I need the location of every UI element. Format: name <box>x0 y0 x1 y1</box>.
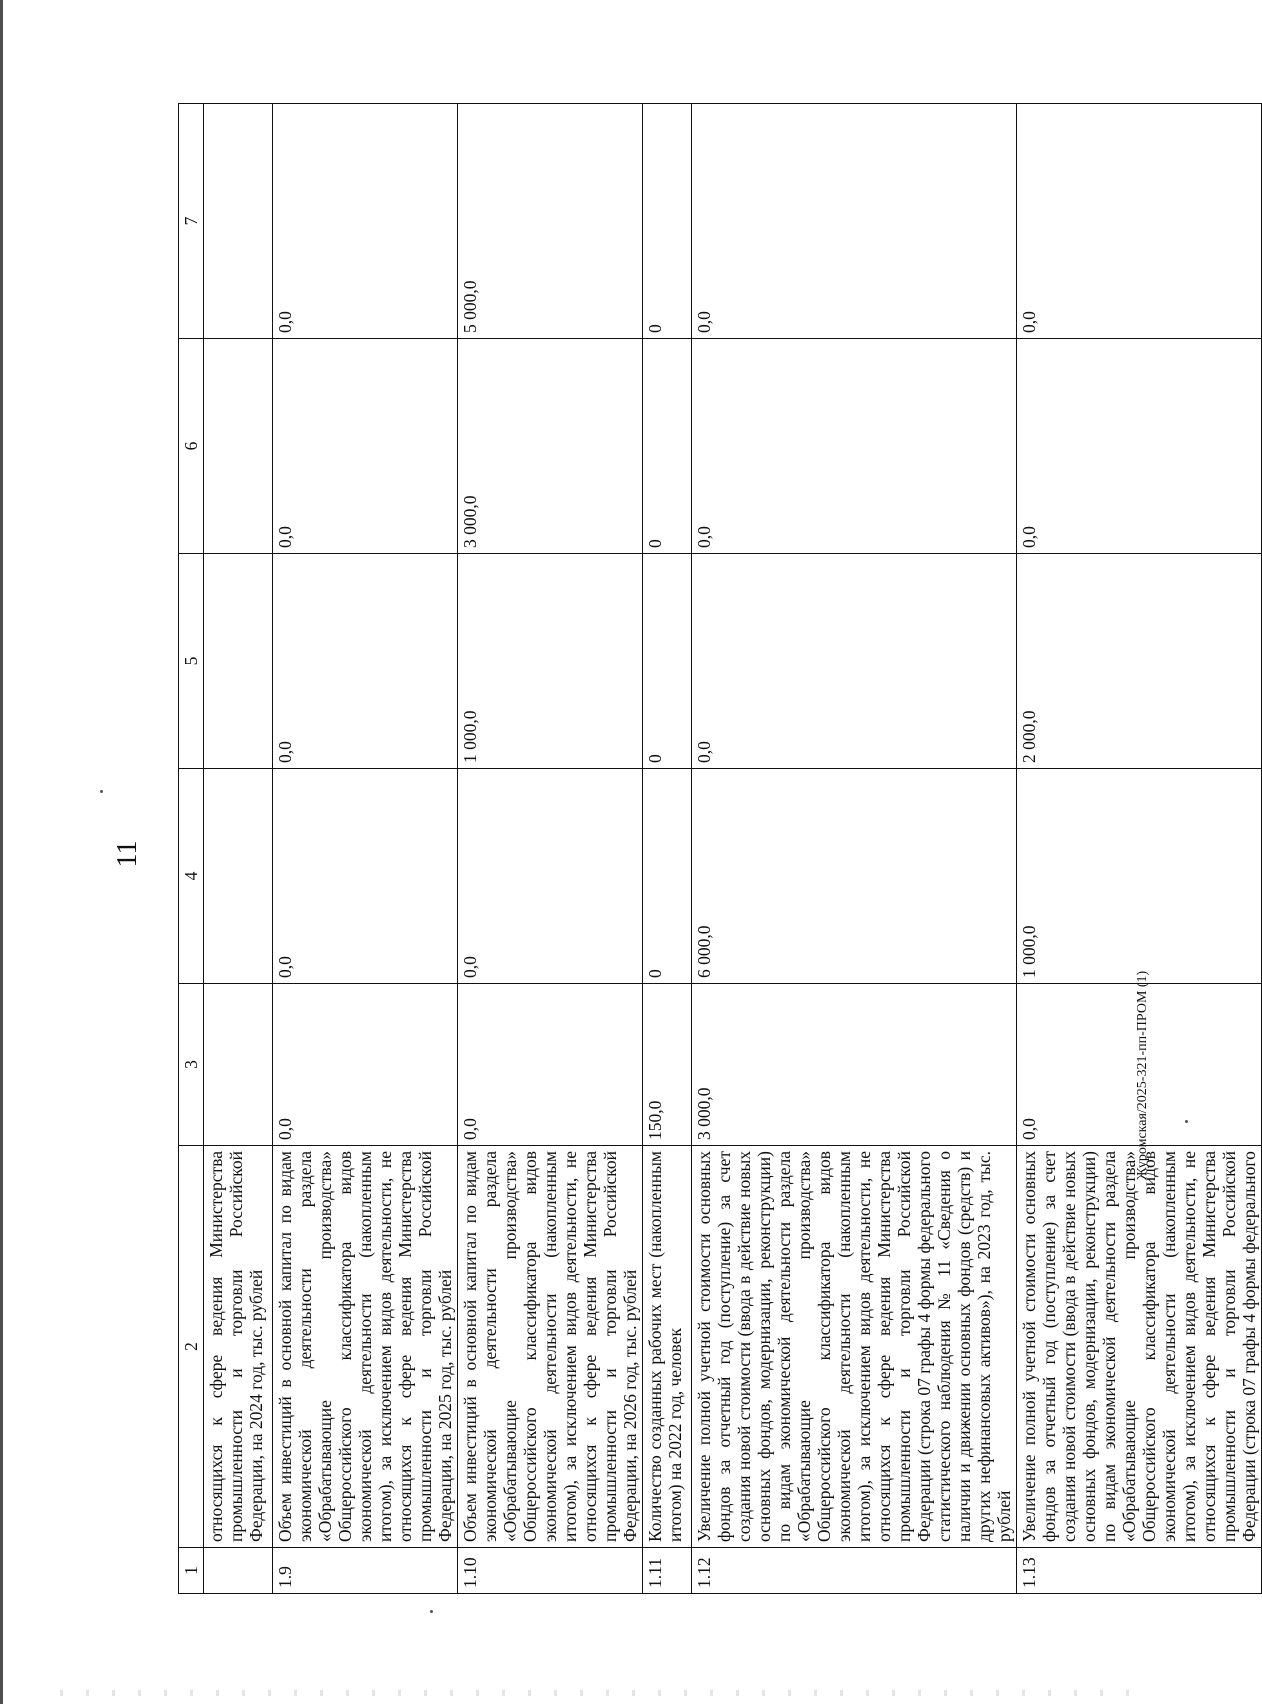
row-description: Количество созданных рабочих мест (накопленным итогом) на 2022 год, человек <box>643 1146 692 1548</box>
value-cell: 0,0 <box>273 104 458 339</box>
value-cell: 1 000,0 <box>458 554 643 769</box>
value-cell: 0 <box>643 554 692 769</box>
scan-speck <box>100 790 103 793</box>
table-row <box>692 104 1017 1594</box>
header-cell-1: 1 <box>179 1548 204 1594</box>
value-cell: 0,0 <box>273 984 458 1146</box>
value-cell: 0 <box>643 769 692 984</box>
header-cell-2: 2 <box>179 1146 204 1548</box>
table-row <box>204 104 273 1594</box>
table-row <box>458 104 643 1594</box>
value-cell <box>204 339 273 554</box>
scan-noise <box>60 1690 1140 1696</box>
value-cell: 0 <box>643 339 692 554</box>
value-cell: 0,0 <box>692 339 1017 554</box>
header-cell-3: 3 <box>179 984 204 1146</box>
row-number: 1.13 <box>1017 1548 1262 1594</box>
scan-speck <box>1185 1120 1188 1123</box>
scan-speck <box>430 1610 433 1613</box>
value-cell: 3 000,0 <box>692 984 1017 1146</box>
value-cell: 0,0 <box>1017 104 1262 339</box>
value-cell: 0,0 <box>458 984 643 1146</box>
row-number: 1.12 <box>692 1548 1017 1594</box>
table-row <box>273 104 458 1594</box>
value-cell: 0,0 <box>458 769 643 984</box>
value-cell <box>204 104 273 339</box>
row-description: Увеличение полной учетной стоимости основных фондов за отчетный год (поступление) за счет создания новой стоимости (ввода в действие новых основных фондов, модернизации, реконструкции) по видам экономической деятельности раздела «Обрабатывающие производства» Общероссийского классификатора видов экономической деятельности (накопленным итогом), за исключением видов деятельности, не относящихся к сфере ведения Министерства промышленности и торговли Российской Федерации (строка 07 графы 4 формы федерального <box>1017 1146 1262 1548</box>
row-description: Объем инвестиций в основной капитал по видам экономической деятельности раздела «Обрабатывающие производства» Общероссийского классификатора видов экономической деятельности (накопленным итогом), за исключением видов деятельности, не относящихся к сфере ведения Министерства промышленности и торговли Российской Федерации, на 2025 год, тыс. рублей <box>273 1146 458 1548</box>
table-row <box>643 104 692 1594</box>
header-cell-4: 4 <box>179 769 204 984</box>
value-cell: 5 000,0 <box>458 104 643 339</box>
row-description: Увеличение полной учетной стоимости основных фондов за отчетный год (поступление) за счет создания новой стоимости (ввода в действие новых основных фондов, модернизации, реконструкции) по видам экономической деятельности раздела «Обрабатывающие производства» Общероссийского классификатора видов экономической деятельности (накопленным итогом), за исключением видов деятельности, не относящихся к сфере ведения Министерства промышленности и торговли Российской Федерации (строка 07 графы 4 формы федерального статистического наблюдения № 11 «Сведения о наличии и движении основных фондов (средств) и других нефинансовых активов»), на 2023 год, тыс. рублей <box>692 1146 1017 1548</box>
value-cell: 0 <box>643 104 692 339</box>
header-cell-6: 6 <box>179 339 204 554</box>
indicator-table <box>178 103 1262 1594</box>
row-number <box>204 1548 273 1594</box>
value-cell: 1 000,0 <box>1017 769 1262 984</box>
row-description: Объем инвестиций в основной капитал по видам экономической деятельности раздела «Обрабатывающие производства» Общероссийского классификатора видов экономической деятельности (накопленным итогом), за исключением видов деятельности, не относящихся к сфере ведения Министерства промышленности и торговли Российской Федерации, на 2026 год, тыс. рублей <box>458 1146 643 1548</box>
row-number: 1.9 <box>273 1548 458 1594</box>
value-cell: 0,0 <box>1017 984 1262 1146</box>
row-number: 1.10 <box>458 1548 643 1594</box>
value-cell: 0,0 <box>273 554 458 769</box>
value-cell: 0,0 <box>273 339 458 554</box>
value-cell <box>204 554 273 769</box>
value-cell: 2 000,0 <box>1017 554 1262 769</box>
row-number: 1.11 <box>643 1548 692 1594</box>
value-cell <box>204 769 273 984</box>
header-cell-7: 7 <box>179 104 204 339</box>
value-cell: 0,0 <box>1017 339 1262 554</box>
scan-edge <box>0 0 3 1704</box>
value-cell: 150,0 <box>643 984 692 1146</box>
value-cell <box>204 984 273 1146</box>
table-row <box>1017 104 1262 1594</box>
value-cell: 0,0 <box>692 554 1017 769</box>
page-number: 11 <box>112 840 143 868</box>
table-header-row <box>179 104 204 1594</box>
value-cell: 0,0 <box>273 769 458 984</box>
value-cell: 6 000,0 <box>692 769 1017 984</box>
value-cell: 3 000,0 <box>458 339 643 554</box>
header-cell-5: 5 <box>179 554 204 769</box>
value-cell: 0,0 <box>692 104 1017 339</box>
row-description: относящихся к сфере ведения Министерства промышленности и торговли Российской Федерации, на 2024 год, тыс. рублей <box>204 1146 273 1548</box>
document-footer: Журомская/2025-321-пп-ПРОМ (1) <box>1135 970 1150 1180</box>
